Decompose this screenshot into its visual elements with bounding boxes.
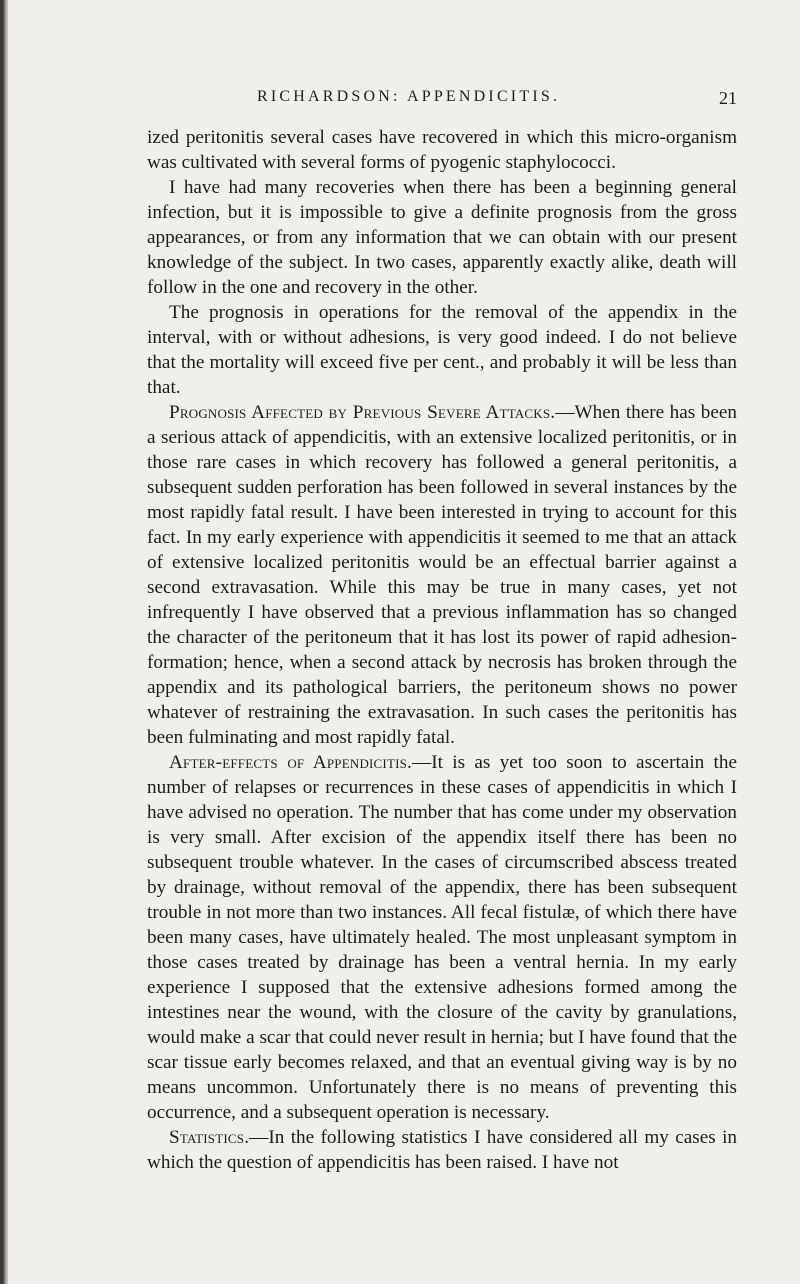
paragraph-continuation <box>147 125 737 175</box>
section-heading-statistics: Statistics. <box>169 1127 250 1148</box>
paragraph-recoveries <box>147 175 737 300</box>
running-head: RICHARDSON: APPENDICITIS. <box>257 88 561 105</box>
page-header <box>147 88 737 110</box>
page-number: 21 <box>719 88 737 108</box>
paragraph-text: —It is as yet too soon to ascertain the number of relapses or recurrences in these cases of appendicitis in which I have advised no operation. The number that has come under my observation is very small. After excision of the appendix itself there has been no subsequent trouble whatever. In the cases of circumscribed abscess treated by drainage, without removal of the appendix, there has been subsequent trouble in not more than two instances. All fecal fistulæ, of which there have been many cases, have ultimately healed. The most unpleasant symptom in those cases treated by drainage has been a ventral hernia. In my early experience I supposed that the extensive adhesions formed among the intestines near the wound, with the closure of the cavity by granulations, would make a scar that could never result in hernia; but I have found that the scar tissue early becomes relaxed, and that an eventual giving way is by no means uncommon. Unfortunately there is no means of preventing this occurrence, and a subsequent operation is necessary. <box>147 752 737 1123</box>
page-edge-shadow <box>0 0 8 1284</box>
paragraph-previous-attacks <box>147 400 737 750</box>
paragraph-text: I have had many recoveries when there has been a beginning general infection, but it is impossible to give a definite prognosis from the gross appearances, or from any information that we can obtain with our present knowledge of the subject. In two cases, apparently exactly alike, death will follow in the one and recovery in the other. <box>147 177 737 298</box>
body-text <box>147 125 737 1175</box>
paragraph-after-effects <box>147 750 737 1125</box>
section-heading-prognosis: Prognosis Affected by Previous Severe Attacks. <box>169 402 556 423</box>
paragraph-interval-prognosis <box>147 300 737 400</box>
paragraph-statistics <box>147 1125 737 1175</box>
section-heading-after-effects: After-effects of Appendicitis. <box>169 752 413 773</box>
paragraph-text: —When there has been a serious attack of appendicitis, with an extensive localized peritonitis, or in those rare cases in which recovery has followed a general peritonitis, a subsequent sudden perforation has been followed in several instances by the most rapidly fatal result. I have been interested in trying to account for this fact. In my early experience with appendicitis it seemed to me that an attack of extensive localized peritonitis would be an effectual barrier against a second extravasation. While this may be true in many cases, yet not infrequently I have observed that a previous inflammation has so changed the character of the peritoneum that it has lost its power of rapid adhesion-formation; hence, when a second attack by necrosis has broken through the appendix and its pathological barriers, the peritoneum shows no power whatever of restraining the extravasation. In such cases the peritonitis has been fulminating and most rapidly fatal. <box>147 402 737 748</box>
paragraph-text: —In the following statistics I have considered all my cases in which the question of appendicitis has been raised. I have not <box>147 1127 737 1173</box>
paragraph-text: ized peritonitis several cases have recovered in which this micro-organism was cultivated with several forms of pyogenic staphylococci. <box>147 127 737 173</box>
paragraph-text: The prognosis in operations for the removal of the appendix in the interval, with or without adhesions, is very good indeed. I do not believe that the mortality will exceed five per cent., and probably it will be less than that. <box>147 302 737 398</box>
